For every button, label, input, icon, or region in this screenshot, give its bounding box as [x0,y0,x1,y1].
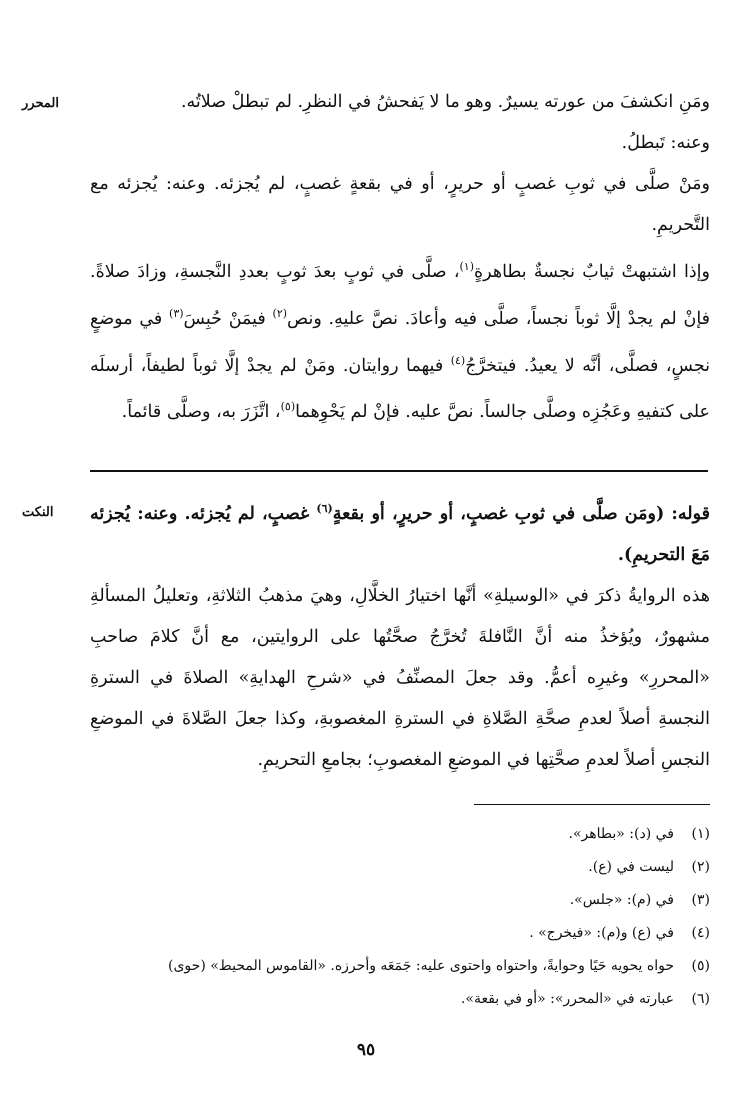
side-label-nukat: النكت [22,505,54,520]
quote-span: قوله: (ومَن صلَّى في ثوبِ غصبٍ، أو حريرٍ، أو بقعةٍ [332,503,710,524]
footnote-ref: (٤) [450,353,466,367]
footnote-number: (٤) [691,925,710,941]
footnote-item [140,917,710,950]
main-text-span: في موضعٍ نجسٍ، فصلَّى، أنَّه لا يعيدُ. فيتخرَّجُ [90,308,710,376]
footnote-text: في (د): «بطاهر». [568,826,674,842]
footnote-item [140,818,710,851]
main-text-span: وإذا اشتبهتْ ثيابٌ نجسةٌ بطاهرةٍ [474,261,710,282]
footnote-text: عبارته في «المحرر»: «أو في بقعة». [460,991,674,1007]
page-number: ٩٥ [356,1040,376,1060]
footnote-item [140,950,710,983]
footnote-ref: (١) [459,260,475,273]
footnote-ref: (٢) [272,306,288,320]
footnote-item [140,884,710,917]
footnote-text: حواه يحويه حَيًا وحوايةً، واحتواه واحتوى عليه: جَمَعَه وأحرزه. «القاموس المحيط» (حوى) [168,958,674,974]
footnote-number: (٣) [691,892,710,908]
main-paragraph-2: ومَنْ صلَّى في ثوبِ غصبٍ أو حريرٍ، أو في بقعةٍ غصبٍ، لم يُجزئه. وعنه: يُجزئه مع التَّحريمِ. [90,174,710,235]
main-text [90,82,710,433]
footnote-item [140,851,710,884]
footnote-divider [474,804,710,805]
footnote-ref: (٥) [280,400,296,414]
main-paragraph-1: ومَنِ انكشفَ من عورته يسيرٌ. وهو ما لا يَفحشُ في النظرِ. لم تبطلْ صلاتُه. [180,92,710,112]
footnote-item [140,983,710,1016]
section-divider [90,470,708,472]
footnotes [140,818,710,1016]
main-text-span: ، صلَّى في ثوبٍ بعدَ ثوبٍ بعددِ النَّجسةِ، وزادَ صلاةً. فإنْ لم يجدْ إلَّا ثوباً نجساً، صلَّى فيه وأعادَ. نصَّ عليهِ. ونص [90,261,711,329]
main-text-span: فيهما روايتان. ومَنْ لم يجدْ إلَّا ثوباً لطيفاً، أرسلَه على كتفيهِ وعَجُزِه وصلَّى جالساً. نصَّ عليه. فإنْ لم يَحْوِهما [90,355,710,423]
main-text-span: ، اتَّزَرَ به، وصلَّى قائماً. [121,402,281,423]
footnote-number: (٥) [691,958,710,974]
footnote-text: ليست في (ع). [588,859,674,875]
side-label-muharrar: المحرر [22,96,59,111]
footnote-ref: (٦) [316,502,333,515]
footnote-text: في (ع) و(م): «فيخرج» . [529,925,674,941]
commentary-paragraph: هذه الروايةُ ذكرَ في «الوسيلةِ» أنَّها اختيارُ الخلَّالِ، وهيَ مذهبُ الثلاثةِ، وتعليلُ المسألةِ مشهورٌ، ويُؤخذُ منه أنَّ النَّافلةَ تُخرَّجُ صحَّتُها على الروايتين، مع أنَّ كلامَ صاحبِ «المحررِ» وغيرِه أعمُّ. وقد جعلَ المصنِّفُ في «شرحِ الهدايةِ» الصلاةَ في السترةِ النجسةِ أصلاً لعدمِ صحَّةِ الصَّلاةِ في السترةِ المغصوبةِ، وكذا جعلَ الصَّلاةَ في الموضعِ النجسِ أصلاً لعدمِ صحَّتِها في الموضعِ المغصوبِ؛ بجامعِ التحريمِ. [90,585,710,770]
commentary-quote [90,488,710,576]
quote-span: غصبٍ، لم يُجزئه. وعنه: يُجزئه مَعَ التحريمِ). [90,503,710,565]
footnote-ref: (٣) [169,306,184,320]
footnote-number: (٦) [691,991,710,1007]
main-paragraph-3 [90,246,710,433]
footnote-text: في (م): «جلس». [569,892,674,908]
main-paragraph-1b: وعنه: تَبطلُ. [621,133,710,153]
footnote-number: (١) [691,826,710,842]
main-text-span: فيمَنْ حُبِسَ [183,308,273,329]
footnote-number: (٢) [691,859,710,875]
commentary-text [90,488,710,781]
